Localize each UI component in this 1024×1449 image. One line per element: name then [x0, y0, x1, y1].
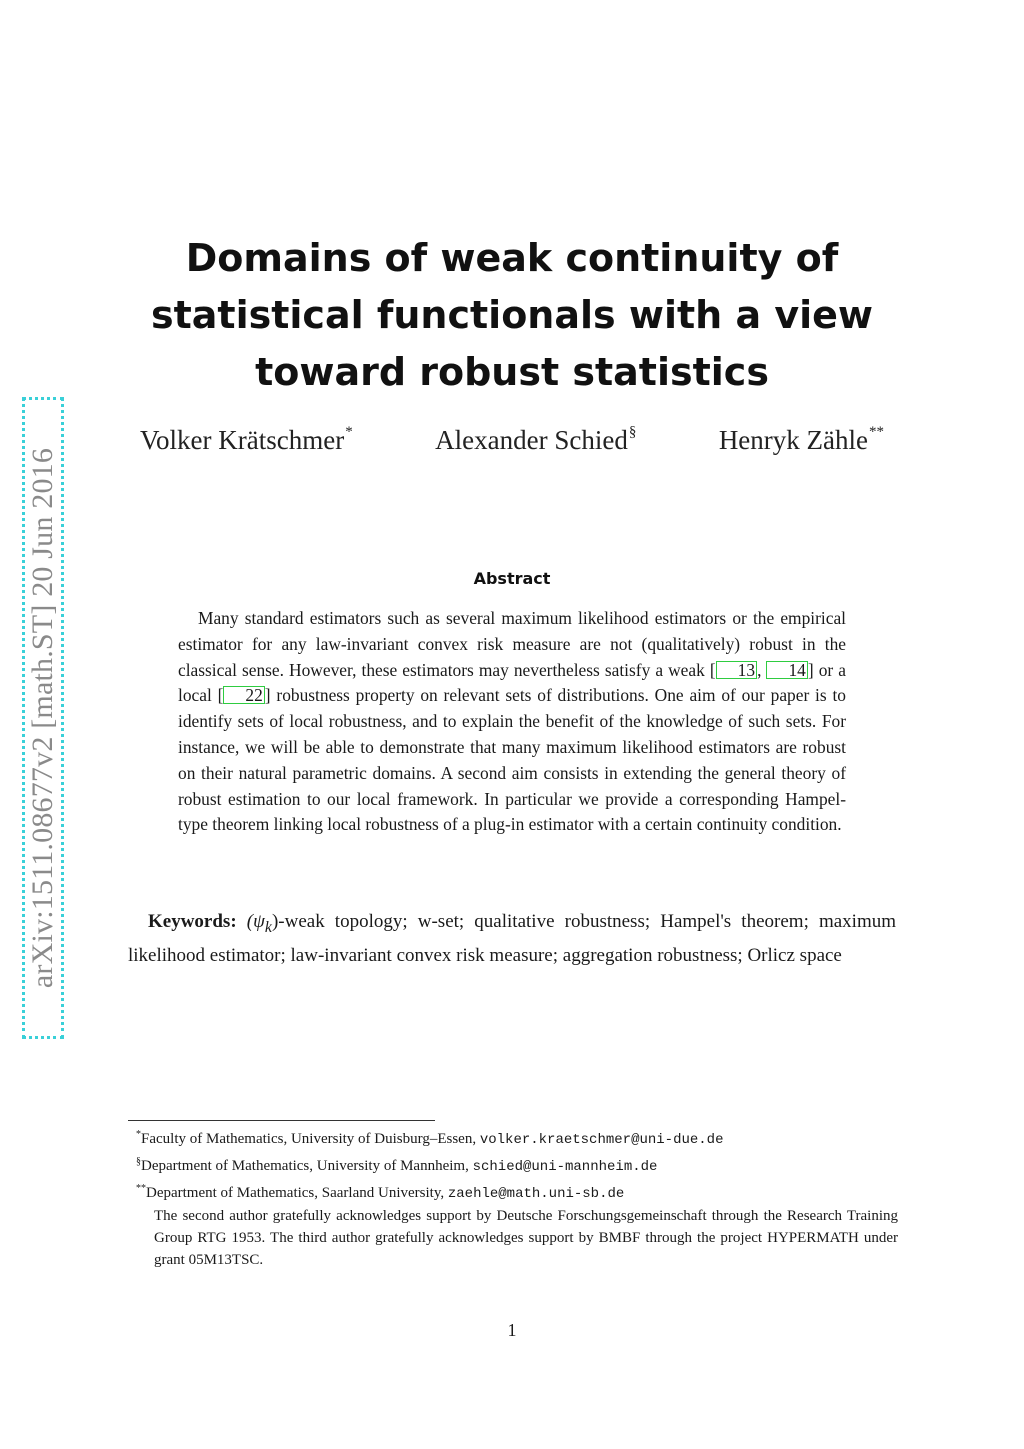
- abstract-text-3: ] robustness property on relevant sets of distributions. One aim of our paper is to identify sets of local robustness, and to explain the benefit of the knowledge of such sets. For instance, we will be able to demonstrate that many maximum likelihood estimators are robust on their natural parametric domains. A second aim consists in extending the general theory of robust estimation to our local framework. In particular we provide a corresponding Hampel-type theorem linking local robustness of a plug-in estimator with a certain continuity condition.: [178, 685, 846, 835]
- footnote-kratschmer: [128, 1124, 898, 1151]
- author-name: Henryk Zähle: [718, 425, 868, 455]
- citation-separator: ,: [757, 659, 767, 680]
- citation-link-14[interactable]: 14: [766, 661, 807, 679]
- footnote-schied: [128, 1151, 898, 1178]
- footnote-mark: *: [136, 1129, 141, 1140]
- email-link[interactable]: volker.kraetschmer@uni-due.de: [479, 1132, 724, 1148]
- author-mark: **: [869, 424, 884, 440]
- paper-title: Domains of weak continuity of statistical functionals with a view toward robust statistics: [151, 236, 873, 394]
- abstract-text-2: ] or a local [: [178, 659, 846, 706]
- keywords-label: Keywords:: [148, 911, 237, 932]
- author-kratschmer: [140, 424, 353, 456]
- keywords-text: )-weak topology; w-set; qualitative robustness; Hampel's theorem; maximum likelihood estimator; law-invariant convex risk measure; aggregation robustness; Orlicz space: [128, 911, 897, 966]
- keywords-subscript: k: [264, 918, 272, 936]
- footnote-affiliation: Department of Mathematics, Saarland University,: [146, 1185, 448, 1201]
- footnotes: [128, 1124, 898, 1271]
- author-mark: §: [628, 424, 637, 440]
- arxiv-stamp[interactable]: [22, 397, 64, 1039]
- author-schied: [435, 424, 636, 456]
- author-zahle: [719, 424, 884, 456]
- email-link[interactable]: zaehle@math.uni-sb.de: [447, 1186, 625, 1202]
- author-name: Alexander Schied: [435, 425, 628, 455]
- author-mark: *: [345, 424, 353, 440]
- footnote-affiliation: Department of Mathematics, University of Mannheim,: [141, 1158, 473, 1174]
- footnote-mark: **: [136, 1183, 146, 1194]
- footnote-divider: [128, 1120, 435, 1121]
- footnote-affiliation: Faculty of Mathematics, University of Duisburg–Essen,: [141, 1131, 480, 1147]
- footnote-mark: §: [136, 1156, 141, 1167]
- email-link[interactable]: schied@uni-mannheim.de: [472, 1159, 658, 1175]
- author-list: [140, 424, 884, 456]
- abstract-body: [178, 606, 846, 838]
- page-number: 1: [507, 1320, 517, 1340]
- acknowledgment: The second author gratefully acknowledges support by Deutsche Forschungsgemeinschaft through the Research Training Group RTG 1953. The third author gratefully acknowledges support by BMBF through the project HYPERMATH under grant 05M13TSC.: [154, 1208, 898, 1268]
- abstract-text-1: Many standard estimators such as several maximum likelihood estimators or the empirical estimator for any law-invariant convex risk measure are not (qualitatively) robust in the classical sense. However, these estimators may nevertheless satisfy a weak [: [178, 608, 846, 680]
- keywords-psi: (ψ: [246, 911, 265, 932]
- author-name: Volker Krätschmer: [140, 425, 345, 455]
- footnote-zahle: [128, 1178, 898, 1205]
- abstract-heading: Abstract: [473, 569, 551, 588]
- citation-link-13[interactable]: 13: [716, 661, 757, 679]
- keywords: [128, 908, 896, 970]
- citation-link-22[interactable]: 22: [223, 686, 264, 704]
- arxiv-id: arXiv:1511.08677v2 [math.ST] 20 Jun 2016: [26, 447, 59, 989]
